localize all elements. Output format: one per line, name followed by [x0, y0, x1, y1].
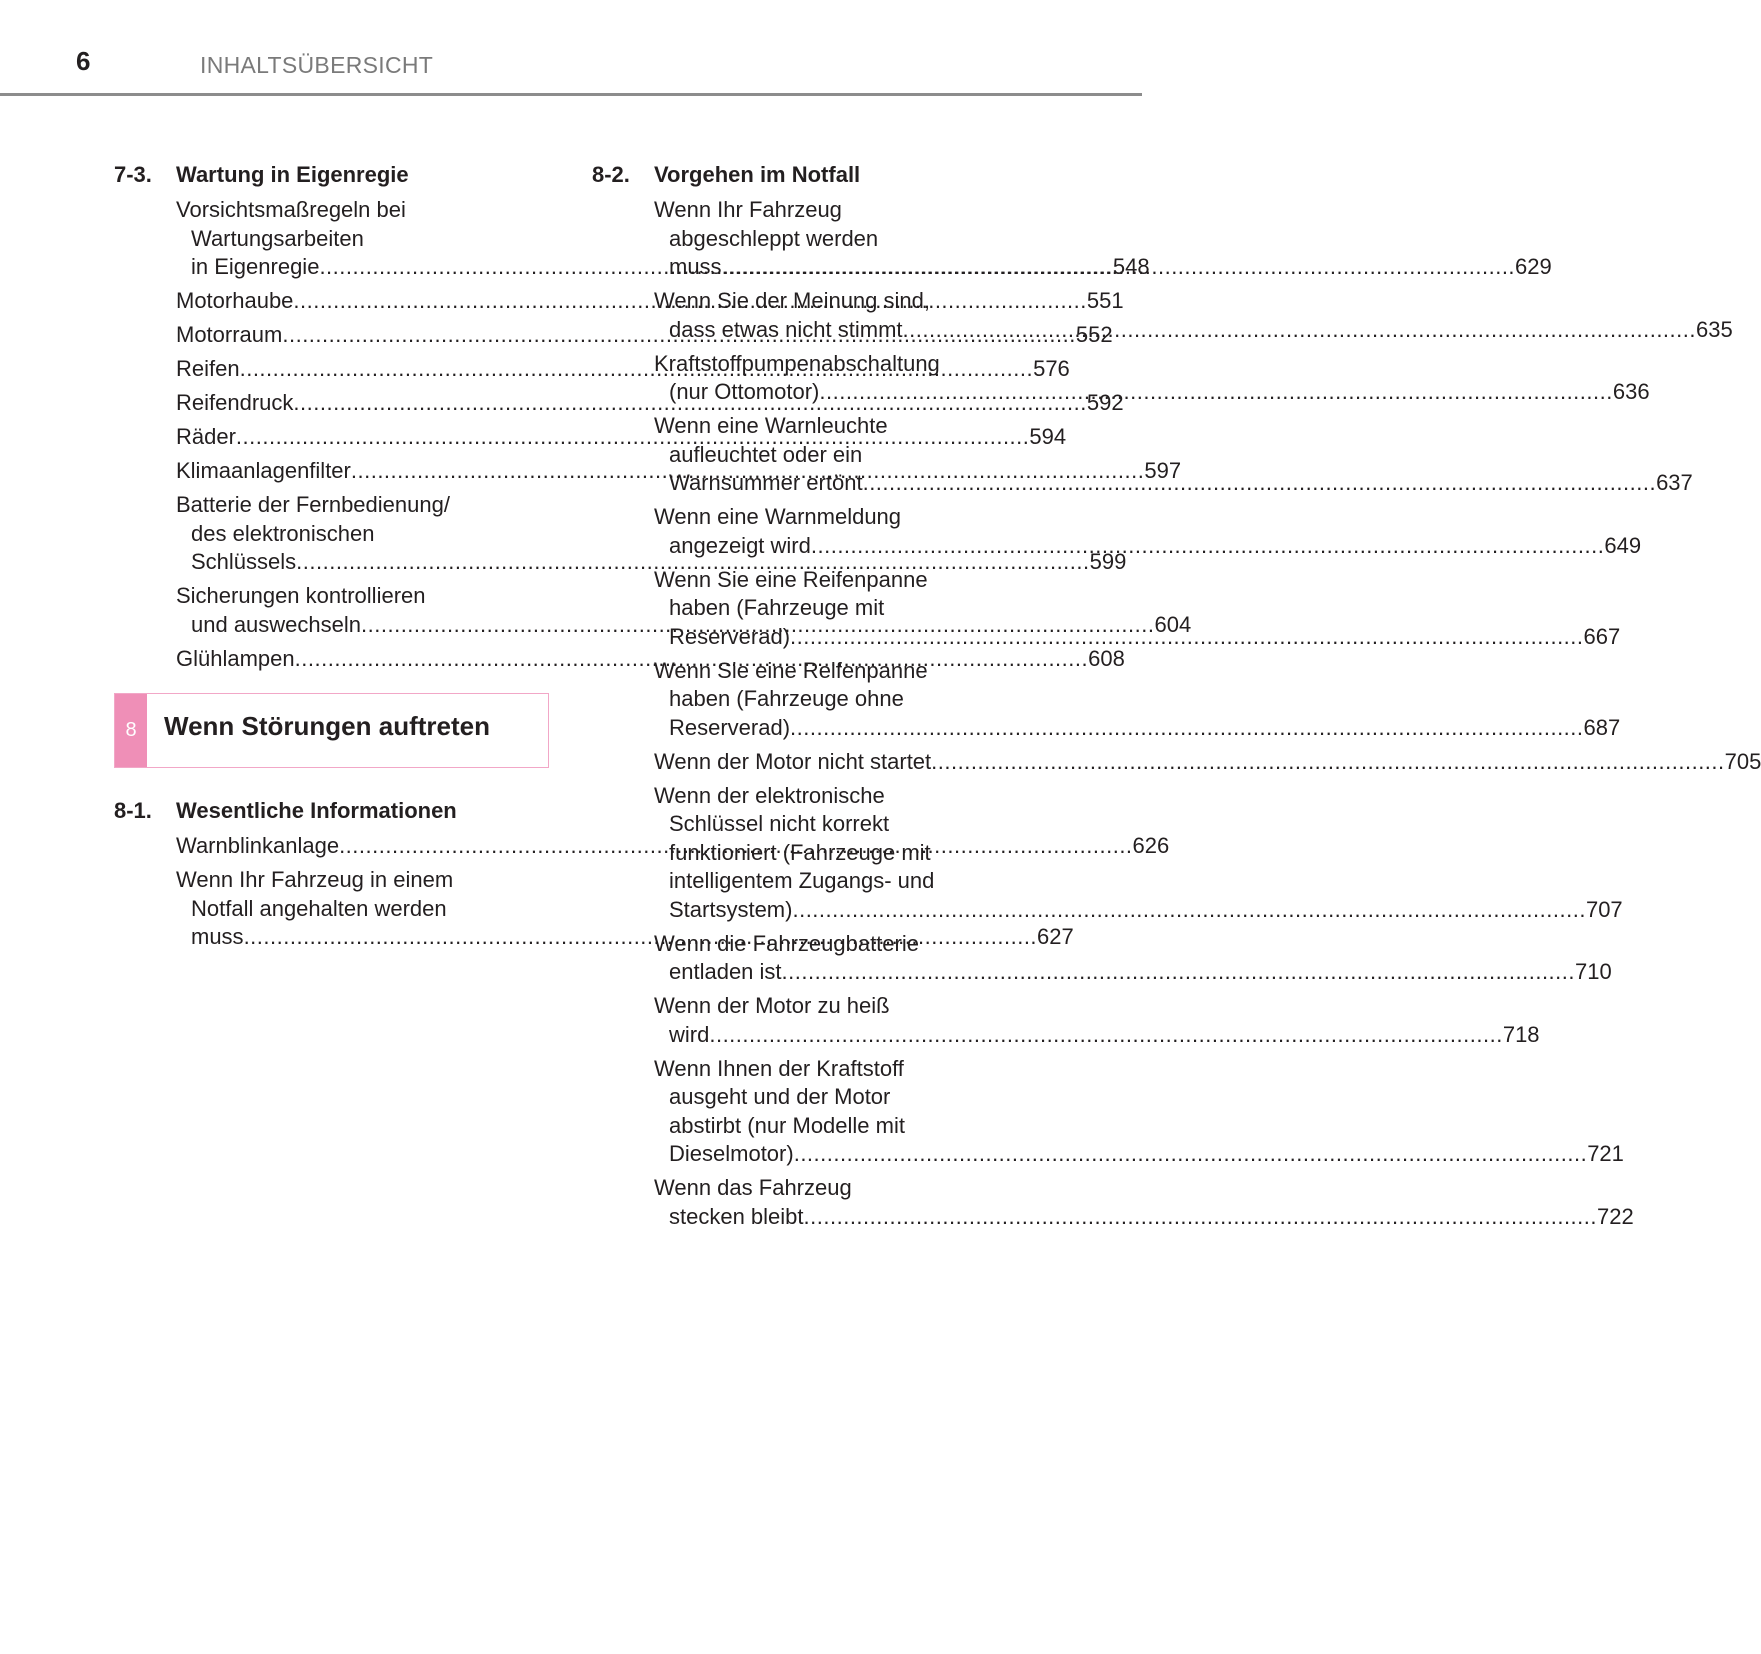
toc-entry[interactable] [654, 748, 1761, 777]
toc-entry-title: und auswechseln [191, 611, 362, 637]
toc-entry-line: des elektronischen [191, 520, 375, 546]
toc-entry-title: (nur Ottomotor) [669, 379, 820, 404]
toc-page-number: 721 [1587, 1141, 1624, 1166]
toc-entry-last-line [654, 748, 1761, 777]
toc-entry-line: Wenn Sie der Meinung sind, [654, 288, 930, 313]
toc-entry-line: abgeschleppt werden [669, 225, 879, 251]
section-title: Wartung in Eigenregie [176, 162, 409, 187]
toc-entry-title: Motorraum [176, 322, 283, 347]
toc-page-number: 710 [1575, 959, 1612, 984]
header-divider [0, 93, 1142, 96]
toc-entry[interactable] [654, 1174, 1634, 1231]
toc-entry-last-line [176, 548, 1127, 577]
toc-entry[interactable] [654, 992, 1540, 1049]
toc-page-number: 722 [1597, 1203, 1634, 1229]
toc-page-number: 718 [1502, 1021, 1540, 1047]
section-heading [592, 162, 1012, 196]
section-heading [114, 798, 534, 832]
toc-page-number: 592 [1086, 390, 1124, 415]
toc-entry-line: Wenn eine Warnleuchte [654, 413, 888, 438]
toc-entry-line: Wenn der elektronische [654, 782, 885, 808]
toc-entry-line: Wenn der Motor zu heiß [654, 993, 890, 1018]
toc-page-number: 687 [1583, 714, 1621, 740]
toc-page-number: 635 [1696, 316, 1733, 342]
toc-entry-line: Wenn eine Warnmeldung [654, 504, 902, 529]
toc-entry-last-line [654, 1203, 1634, 1232]
section-heading [114, 162, 534, 196]
toc-entry-title: Klimaanlagenfilter [176, 458, 351, 483]
toc-entry-line: Vorsichtsmaßregeln bei [176, 197, 406, 222]
toc-entry-title: Dieselmotor) [669, 1141, 794, 1166]
toc-entry-title: Startsystem) [669, 896, 793, 922]
toc-entry-title: muss [191, 924, 244, 949]
page-header [0, 0, 1142, 100]
dot-leader [931, 749, 1724, 774]
dot-leader [709, 1022, 1502, 1047]
toc-entry-line: abstirbt (nur Modelle mit [669, 1112, 905, 1138]
toc-entry-title: Reserverad) [669, 714, 791, 740]
toc-page-number: 636 [1612, 379, 1650, 404]
section-title: Wesentliche Informationen [176, 798, 457, 823]
toc-entry-title: stecken bleibt [669, 1203, 804, 1229]
dot-leader [790, 715, 1583, 740]
section-title: Vorgehen im Notfall [654, 162, 861, 187]
toc-entry-last-line [654, 1140, 1624, 1169]
toc-entry-line: Wenn Ihnen der Kraftstoff [654, 1055, 904, 1081]
toc-entry-title: Wenn der Motor nicht startet [654, 748, 932, 774]
toc-page-number: 705 [1724, 748, 1761, 774]
running-title: INHALTSÜBERSICHT [200, 52, 434, 78]
toc-entry-title: in Eigenregie [191, 254, 320, 279]
toc-entry-line: haben (Fahrzeuge mit [669, 595, 885, 620]
section-number: 7-3. [114, 162, 152, 187]
toc-entry-last-line [654, 958, 1612, 987]
toc-entry-title: Reifen [176, 356, 240, 381]
chapter-banner [114, 693, 549, 768]
toc-entry-line: haben (Fahrzeuge ohne [669, 686, 904, 711]
toc-entry-title: dass etwas nicht stimmt [669, 316, 903, 342]
toc-entry-title: Reifendruck [176, 390, 294, 415]
toc-page-number: 597 [1144, 458, 1182, 483]
chapter-title: Wenn Störungen auftreten [164, 711, 490, 741]
dot-leader [794, 1141, 1587, 1166]
toc-entry-last-line [654, 1021, 1540, 1050]
dot-leader [782, 959, 1575, 984]
toc-page-number: 626 [1132, 833, 1170, 858]
chapter-number-tab: 8 [115, 694, 147, 767]
section-number: 8-1. [114, 798, 152, 823]
toc-entry-line: Wenn Ihr Fahrzeug [654, 197, 842, 222]
toc-entry-title: Warnsummer ertönt [669, 470, 863, 495]
toc-entry-line: Wenn die Fahrzeugbatterie [654, 930, 919, 956]
toc-page-number: 576 [1033, 356, 1070, 381]
toc-entry-title: Motorhaube [176, 288, 294, 313]
toc-page-number: 637 [1656, 470, 1693, 495]
toc-entry-line: Wartungsarbeiten [191, 225, 364, 251]
toc-entry-title: entladen ist [669, 959, 782, 984]
toc-entry-line: ausgeht und der Motor [669, 1084, 891, 1109]
dot-leader [722, 254, 1515, 279]
toc-entry-last-line [654, 532, 1642, 561]
toc-page-number: 667 [1583, 623, 1621, 649]
toc-entry-last-line [654, 896, 1623, 925]
toc-entry[interactable] [654, 1055, 1624, 1169]
toc-entry-title: Schlüssels [191, 549, 297, 574]
dot-leader [903, 317, 1696, 342]
toc-page-number: 604 [1154, 611, 1192, 637]
dot-leader [792, 897, 1585, 922]
toc-entry-line: Wenn das Fahrzeug [654, 1175, 852, 1200]
dot-leader [811, 533, 1604, 558]
toc-page-number: 649 [1604, 532, 1642, 558]
toc-entry-line: Wenn Sie eine Reifenpanne [654, 566, 928, 592]
toc-entry-line: Wenn Sie eine Reifenpanne [654, 657, 928, 683]
toc-page-number: 594 [1029, 424, 1067, 449]
toc-entry-line: Kraftstoffpumpenabschaltung [654, 350, 940, 376]
toc-entry-last-line [654, 714, 1621, 743]
dot-leader [863, 470, 1656, 495]
toc-entry-line: Batterie der Fernbedienung/ [176, 492, 450, 517]
toc-page-number: 608 [1088, 645, 1125, 671]
toc-page-number: 627 [1037, 924, 1074, 949]
toc-entry-title: Reserverad) [669, 623, 791, 649]
toc-page-number: 707 [1585, 896, 1623, 922]
dot-leader [819, 379, 1612, 404]
toc-entry-line: Wenn Ihr Fahrzeug in einem [176, 867, 454, 892]
toc-entry-line: Sicherungen kontrollieren [176, 583, 426, 608]
toc-entry-title: angezeigt wird [669, 532, 811, 558]
toc-page-number: 548 [1112, 254, 1150, 279]
toc-entry[interactable] [654, 503, 1642, 560]
toc-entry-title: Glühlampen [176, 645, 295, 671]
toc-page-number: 629 [1515, 254, 1552, 279]
toc-entry-line: Schlüssel nicht korrekt [669, 811, 890, 836]
toc-page-number: 599 [1089, 549, 1127, 574]
toc-entry-line: intelligentem Zugangs- und [669, 868, 935, 893]
toc-page-number: 552 [1075, 322, 1113, 347]
toc-entry-title: wird [669, 1021, 710, 1047]
toc-entry-line: aufleuchtet oder ein [669, 441, 863, 467]
toc-entry-title: muss [669, 254, 722, 279]
dot-leader [804, 1204, 1597, 1229]
toc-entry-line: Notfall angehalten werden [191, 895, 447, 921]
toc-page-number: 551 [1086, 288, 1124, 313]
toc-entry-line: funktioniert (Fahrzeuge mit [669, 839, 931, 865]
page-number: 6 [76, 46, 91, 76]
toc-entry-title: Warnblinkanlage [176, 833, 340, 858]
dot-leader [790, 624, 1583, 649]
toc-entry-title: Räder [176, 424, 236, 449]
section-number: 8-2. [592, 162, 630, 187]
